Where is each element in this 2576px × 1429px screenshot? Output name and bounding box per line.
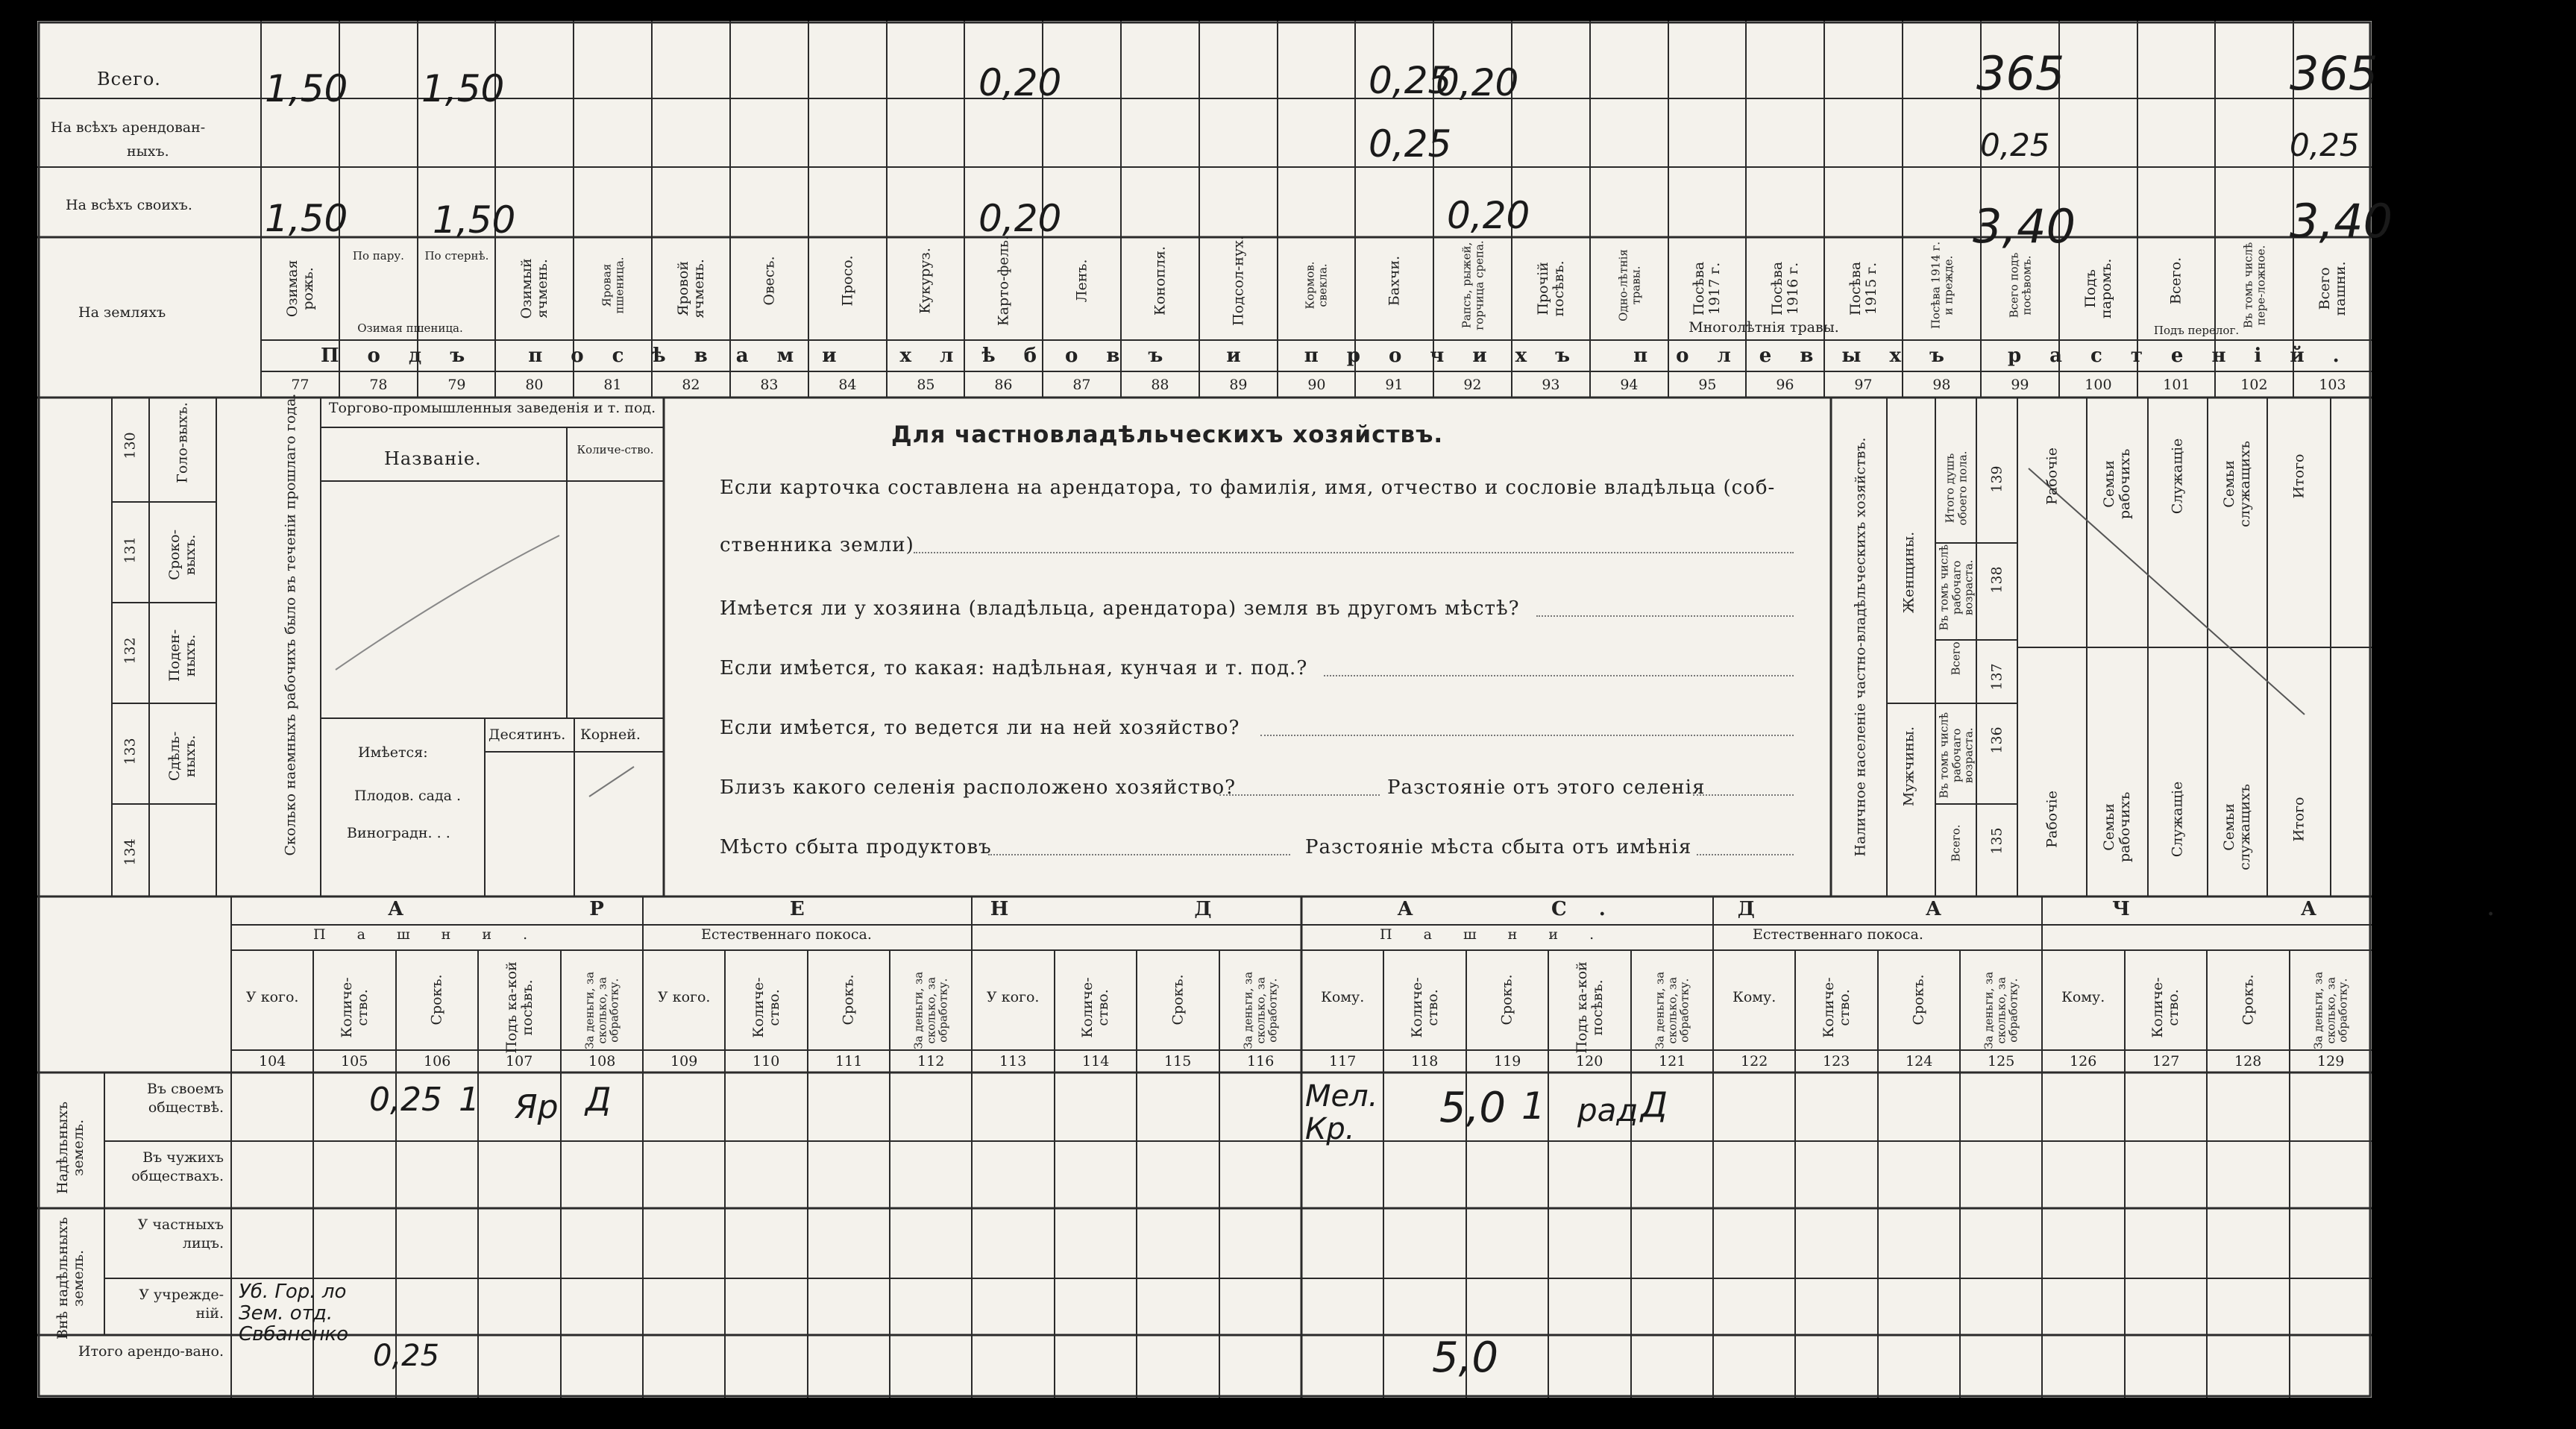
bottom-header-komu: Кому. — [2061, 989, 2105, 1005]
men-label: Мужчины. — [1900, 726, 1917, 807]
header-col83: Овесъ. — [761, 256, 778, 306]
hired-workers-label: Сколько наемныхъ рабочихъ было въ теченіи прошлаго года. — [282, 393, 299, 856]
private-title: Для частновладѣльческихъ хозяйствъ. — [891, 421, 1444, 448]
question-land-type: Если имѣется, то какая: надѣльная, кунчая и т. под.? — [720, 657, 1308, 679]
header-col99: Всего подъ посѣвомъ. — [2007, 252, 2033, 318]
header-col101: Всего. — [2167, 257, 2184, 305]
answer-line-other-land — [1536, 615, 1794, 617]
header-col88: Конопля. — [1152, 245, 1169, 315]
bottom-header-srok: Срокъ. — [1910, 974, 1927, 1026]
bottom-col-num: 106 — [424, 1053, 451, 1070]
hw-total-105: 0,25 — [373, 1339, 440, 1373]
men-workers-header: Въ томъ числѣ рабочаго возраста. — [1937, 712, 1976, 799]
answer-line-village — [1219, 794, 1380, 796]
sdacha-pokos: Естественнаго покоса. — [1753, 926, 1923, 943]
right-header-top: Рабочіе — [2043, 447, 2061, 505]
bottom-header-kolichestvo: Количе-ство. — [1408, 977, 1441, 1038]
header-col93: Прочій посѣвъ. — [1534, 260, 1567, 317]
population-num: 136 — [1988, 726, 2005, 754]
bottom-header-za_dengi: За деньги, за сколько, за обработку. — [1653, 971, 1691, 1049]
top-col-num: 83 — [760, 377, 779, 393]
row-institutions: У учрежде-ній. — [139, 1287, 224, 1322]
top-col-num: 103 — [2319, 377, 2346, 393]
header-col79: По стернѣ. — [424, 249, 489, 263]
row-total-rented: Итого арендо-вано. — [78, 1343, 224, 1360]
header-col85: Кукуруз. — [917, 248, 934, 314]
population-label: Наличное населеніе частно-владѣльческихъ хозяйствъ. — [1852, 437, 1869, 857]
bottom-header-srok: Срокъ. — [428, 974, 445, 1026]
header-col102: Въ томъ числѣ пере-ложное. — [2241, 242, 2267, 329]
top-col-num: 81 — [603, 377, 622, 393]
right-header-top: Итого — [2290, 453, 2308, 499]
row-label-na-zemlyakh: На земляхъ — [78, 304, 166, 321]
has-label: Имѣется: — [358, 744, 428, 761]
header-col81: Яровая пшеница. — [600, 257, 626, 314]
livestock-header: Сдѣль-ныхъ. — [166, 731, 198, 782]
row-private-persons: У частныхъ лицъ. — [137, 1216, 224, 1251]
header-col95: Посѣва 1917 г. — [1691, 261, 1723, 315]
bottom-col-num: 126 — [2070, 1053, 2097, 1070]
trade-qty-header: Количе-ство. — [577, 443, 654, 456]
top-col-num: 89 — [1229, 377, 1248, 393]
question-other-land: Имѣется ли у хозяина (владѣльца, арендатора) земля въ другомъ мѣстѣ? — [720, 597, 1520, 620]
livestock-num: 134 — [122, 838, 139, 866]
bottom-header-za_dengi: За деньги, за сколько, за обработку. — [911, 971, 950, 1049]
bottom-header-za_dengi: За деньги, за сколько, за обработку. — [582, 971, 621, 1049]
header-col84: Просо. — [839, 255, 856, 307]
bottom-header-u_kogo: У кого. — [245, 989, 299, 1005]
band-title: Подъ посѣвами хлѣбовъ и прочихъ полевыхъ растеній. — [321, 345, 2368, 367]
women-total-header: Всего. — [1949, 638, 1963, 676]
bottom-col-num: 124 — [1906, 1053, 1933, 1070]
bottom-col-num: 129 — [2317, 1053, 2345, 1070]
livestock-num: 130 — [122, 432, 139, 459]
top-col-num: 94 — [1620, 377, 1639, 393]
top-col-num: 95 — [1698, 377, 1717, 393]
bottom-col-num: 127 — [2152, 1053, 2180, 1070]
bottom-col-num: 119 — [1494, 1053, 1521, 1070]
hw-rent-105: 0,25 — [369, 1081, 442, 1119]
row-label-arend-1: На всѣхъ арендован- — [51, 119, 206, 136]
bottom-header-za_dengi: За деньги, за сколько, за обработку. — [2311, 971, 2350, 1049]
vne-nadel-label: Внѣ надѣльныхъ земель. — [54, 1216, 87, 1340]
answer-line-village-distance — [1693, 794, 1794, 796]
sdacha-title: С Д А Ч А . — [1551, 898, 2576, 920]
top-col-num: 84 — [838, 377, 857, 393]
orchard-label: Плодов. сада . — [354, 788, 462, 804]
hw-rent-107: Яр — [515, 1088, 559, 1126]
question-market-distance: Разстояніе мѣста сбыта отъ имѣнія — [1305, 836, 1692, 858]
hw-vsego-77: 1,50 — [265, 67, 348, 110]
right-header-top: Семьи служащихъ — [2221, 440, 2253, 527]
bottom-header-komu: Кому. — [1321, 989, 1365, 1005]
livestock-num: 133 — [122, 738, 139, 765]
bottom-col-num: 114 — [1082, 1053, 1110, 1070]
header-col90: Кормов. свекла. — [1303, 261, 1329, 310]
question-owner-2: ственника земли) — [720, 534, 914, 556]
answer-line-farming — [1260, 735, 1794, 736]
hw-rent-106: 1 — [459, 1081, 480, 1119]
women-workers-header: Въ томъ числѣ рабочаго возраста. — [1937, 544, 1976, 631]
top-col-num: 88 — [1151, 377, 1169, 393]
bottom-col-num: 107 — [506, 1053, 533, 1070]
question-farming: Если имѣется, то ведется ли на ней хозяйство? — [720, 717, 1240, 739]
top-col-num: 82 — [682, 377, 700, 393]
bottom-col-num: 120 — [1576, 1053, 1603, 1070]
row-label-arend-2: ныхъ. — [127, 143, 169, 160]
bottom-header-srok: Срокъ. — [1169, 974, 1187, 1026]
livestock-num: 131 — [122, 536, 139, 564]
bottom-col-num: 116 — [1247, 1053, 1275, 1070]
bottom-header-za_dengi: За деньги, за сколько, за обработку. — [1982, 971, 2020, 1049]
answer-line-owner — [914, 552, 1794, 553]
hw-total-118: 5,0 — [1432, 1334, 1499, 1382]
header-col97: Посѣва 1915 г. — [1847, 261, 1879, 315]
header-col89: Подсол-нух. — [1230, 236, 1247, 326]
header-col94: Одно-лѣтнія травы. — [1616, 249, 1642, 321]
bottom-col-num: 125 — [1988, 1053, 2015, 1070]
top-col-num: 79 — [447, 377, 466, 393]
bottom-col-num: 104 — [259, 1053, 286, 1070]
bottom-col-num: 110 — [753, 1053, 780, 1070]
bottom-header-pod_kakoi: Подъ ка-кой посѣвъ. — [503, 961, 535, 1054]
hw-svoi-99: 3,40 — [1973, 199, 2076, 254]
men-total-header: Всего. — [1949, 824, 1963, 862]
top-col-num: 78 — [369, 377, 388, 393]
bottom-header-kolichestvo: Количе-ство. — [1820, 977, 1853, 1038]
right-header-bottom: Итого — [2290, 797, 2308, 842]
row-label-svoi: На всѣхъ своихъ. — [66, 197, 192, 213]
row-other-communities: Въ чужихъ обществахъ. — [131, 1149, 224, 1184]
bottom-col-num: 122 — [1741, 1053, 1768, 1070]
answer-line-land-type — [1324, 675, 1794, 676]
hw-svoi-77: 1,50 — [265, 197, 348, 240]
top-col-num: 91 — [1385, 377, 1404, 393]
hw-svoi-79: 1,50 — [433, 198, 516, 242]
right-header-top: Семьи рабочихъ — [2101, 448, 2133, 520]
bottom-col-num: 115 — [1164, 1053, 1192, 1070]
hw-vsego-91: 0,25 — [1369, 59, 1452, 102]
row-label-vsego: Всего. — [97, 69, 161, 89]
top-col-num: 101 — [2163, 377, 2190, 393]
livestock-header: Голо-выхъ. — [174, 402, 191, 483]
right-header-bottom: Семьи рабочихъ — [2101, 791, 2133, 863]
top-col-num: 99 — [2011, 377, 2029, 393]
population-num: 138 — [1988, 566, 2005, 594]
hw-vsego-99: 365 — [1976, 46, 2065, 101]
trade-title: Торгово-промышленныя заведенія и т. под. — [328, 400, 656, 416]
header-col91: Бахчи. — [1386, 255, 1403, 307]
trade-name-header: Названіе. — [384, 448, 482, 469]
top-col-num: 92 — [1463, 377, 1482, 393]
bottom-header-komu: Кому. — [1732, 989, 1777, 1005]
question-owner-1: Если карточка составлена на арендатора, то фамилія, имя, отчество и сословіе владѣльца (соб- — [720, 477, 1776, 499]
population-num: 139 — [1988, 465, 2005, 493]
bottom-header-u_kogo: У кого. — [986, 989, 1040, 1005]
hw-lease-118: 5,0 — [1439, 1084, 1507, 1132]
bottom-header-srok: Срокъ. — [840, 974, 857, 1026]
bottom-col-num: 113 — [999, 1053, 1027, 1070]
bottom-col-num: 111 — [835, 1053, 863, 1070]
bottom-header-srok: Срокъ. — [1498, 974, 1515, 1026]
bottom-col-num: 123 — [1823, 1053, 1850, 1070]
bottom-header-u_kogo: У кого. — [657, 989, 711, 1005]
header-col82: Яровой ячмень. — [674, 259, 707, 318]
bottom-col-num: 118 — [1411, 1053, 1439, 1070]
bottom-header-srok: Срокъ. — [2240, 974, 2257, 1026]
hw-arend-103: 0,25 — [2290, 127, 2360, 163]
bottom-header-za_dengi: За деньги, за сколько, за обработку. — [1241, 971, 1280, 1049]
arenda-pokos: Естественнаго покоса. — [701, 926, 872, 943]
bottom-col-num: 117 — [1329, 1053, 1357, 1070]
right-header-bottom: Рабочіе — [2043, 791, 2061, 848]
bottom-header-kolichestvo: Количе-ство. — [338, 977, 371, 1038]
bottom-header-pod_kakoi: Подъ ка-кой посѣвъ. — [1573, 961, 1606, 1054]
hw-arend-91: 0,25 — [1369, 122, 1452, 166]
bottom-col-num: 121 — [1659, 1053, 1686, 1070]
top-col-num: 93 — [1542, 377, 1560, 393]
bottom-header-kolichestvo: Количе-ство. — [1079, 977, 1111, 1038]
header-col86: Карто-фель. — [995, 235, 1012, 327]
hw-lease-121: Д — [1641, 1084, 1668, 1125]
question-village: Близъ какого селенія расположено хозяйство? — [720, 776, 1237, 799]
right-header-bottom: Семьи служащихъ — [2221, 783, 2253, 870]
hw-vsego-103: 365 — [2290, 46, 2378, 101]
hw-vsego-86: 0,20 — [978, 61, 1062, 104]
hw-institution-note: Уб. Гор. ло Зем. отд. Свбаненко — [239, 1281, 349, 1346]
arenda-title: А Р Е Н Д А . — [388, 898, 1695, 920]
total-both-header: Итого душъ обоего пола. — [1943, 450, 1969, 526]
desyatin-header: Десятинъ. — [489, 726, 566, 743]
header-perelog: Подъ перелог. — [2153, 324, 2240, 337]
hw-lease-117: Мел. Кр. — [1305, 1079, 1378, 1146]
census-card — [37, 21, 2576, 1398]
sdacha-pashni: П а ш н и . — [1380, 926, 1608, 943]
hw-lease-119: 1 — [1521, 1084, 1545, 1128]
top-col-num: 80 — [525, 377, 544, 393]
hw-arend-99: 0,25 — [1980, 127, 2050, 163]
header-col103: Всего пашни. — [2316, 261, 2349, 316]
bottom-col-num: 128 — [2234, 1053, 2262, 1070]
header-col77: Озимая рожь. — [283, 260, 316, 318]
hw-svoi-86: 0,20 — [978, 197, 1062, 240]
top-col-num: 96 — [1776, 377, 1794, 393]
header-col87: Ленъ. — [1073, 259, 1090, 303]
right-header-top: Служащіе — [2169, 438, 2186, 515]
question-market: Мѣсто сбыта продуктовъ — [720, 836, 992, 858]
bottom-header-kolichestvo: Количе-ство. — [2149, 977, 2181, 1038]
header-col96: Посѣва 1916 г. — [1768, 261, 1801, 315]
livestock-header: Сроко-выхъ. — [166, 529, 198, 580]
bottom-col-num: 112 — [917, 1053, 945, 1070]
top-col-num: 86 — [994, 377, 1013, 393]
top-col-num: 90 — [1307, 377, 1326, 393]
hw-svoi-92: 0,20 — [1447, 194, 1530, 237]
livestock-num: 132 — [122, 637, 139, 665]
header-col80: Озимый ячмень. — [518, 258, 550, 319]
top-col-num: 85 — [917, 377, 935, 393]
bottom-header-kolichestvo: Количе-ство. — [750, 977, 782, 1038]
bottom-col-num: 105 — [341, 1053, 368, 1070]
hw-rent-108: Д — [585, 1081, 612, 1119]
top-col-num: 87 — [1072, 377, 1091, 393]
header-mnogoletnie: Многолѣтнія травы. — [1688, 319, 1839, 336]
livestock-header: Поден-ныхъ. — [166, 629, 198, 682]
hw-vsego-92: 0,20 — [1436, 61, 1519, 104]
bottom-col-num: 109 — [670, 1053, 698, 1070]
hw-svoi-103: 3,40 — [2290, 194, 2393, 248]
right-header-bottom: Служащіе — [2169, 781, 2186, 858]
top-col-num: 77 — [291, 377, 310, 393]
top-col-num: 102 — [2240, 377, 2268, 393]
header-col92: Рапсъ, рыжей, горчица срепа. — [1460, 240, 1486, 330]
arenda-pashni: П а ш н и . — [313, 926, 541, 943]
roots-header: Корней. — [580, 726, 641, 743]
answer-line-market-distance — [1697, 854, 1794, 855]
population-num: 137 — [1988, 663, 2005, 691]
top-col-num: 98 — [1932, 377, 1951, 393]
header-col100: Подъ паромъ. — [2082, 258, 2114, 319]
top-col-num: 97 — [1854, 377, 1873, 393]
women-label: Женщины. — [1900, 531, 1917, 614]
question-village-distance: Разстояніе отъ этого селенія — [1387, 776, 1706, 799]
bottom-col-num: 108 — [588, 1053, 616, 1070]
vineyard-label: Виноградн. . . — [347, 825, 450, 841]
row-own-community: Въ своемъ обществѣ. — [147, 1081, 224, 1116]
hw-lease-120: рад — [1577, 1092, 1639, 1128]
top-col-num: 100 — [2085, 377, 2112, 393]
header-ozimaya-pshenitsa: Озимая пшеница. — [357, 321, 463, 335]
nadel-label: Надѣльныхъ земель. — [54, 1101, 87, 1194]
hw-vsego-79: 1,50 — [421, 67, 505, 110]
answer-line-market — [988, 854, 1290, 855]
header-col98: Посѣва 1914 г. и прежде. — [1929, 241, 1955, 330]
population-num: 135 — [1988, 827, 2005, 855]
header-col78: По пару. — [352, 249, 404, 263]
